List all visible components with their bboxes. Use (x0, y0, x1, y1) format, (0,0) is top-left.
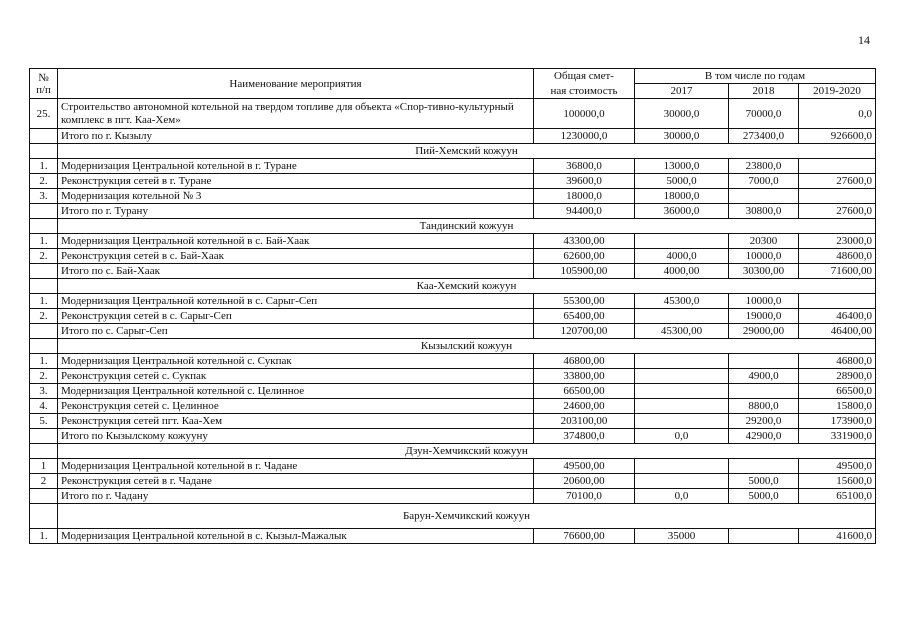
row-year-2019-2020: 23000,0 (799, 234, 876, 249)
row-total-cost: 1230000,0 (534, 129, 635, 144)
row-year-2019-2020: 46400,0 (799, 309, 876, 324)
section-num-cell (30, 144, 58, 159)
row-year-2018 (729, 459, 799, 474)
table-row (30, 294, 876, 309)
row-number: 1. (30, 234, 58, 249)
row-total-cost: 120700,00 (534, 324, 635, 339)
table-row (30, 354, 876, 369)
row-name: Итого по г. Чадану (58, 489, 534, 504)
page-number: 14 (858, 33, 870, 47)
row-number (30, 324, 58, 339)
row-year-2018 (729, 384, 799, 399)
row-year-2017: 35000 (635, 529, 729, 544)
row-year-2017: 5000,0 (635, 174, 729, 189)
section-row (30, 144, 876, 159)
row-year-2019-2020: 331900,0 (799, 429, 876, 444)
row-year-2018: 30800,0 (729, 204, 799, 219)
row-number: 3. (30, 384, 58, 399)
row-year-2019-2020 (799, 294, 876, 309)
row-name: Реконструкция сетей с. Целинное (58, 399, 534, 414)
section-row (30, 219, 876, 234)
section-title: Барун-Хемчикский кожуун (58, 504, 876, 529)
row-name: Модернизация Центральной котельной в г. Туране (58, 159, 534, 174)
table-row (30, 99, 876, 129)
row-number: 1 (30, 459, 58, 474)
section-row (30, 504, 876, 529)
row-year-2019-2020: 173900,0 (799, 414, 876, 429)
row-name: Модернизация Центральной котельной в с. Сарыг-Сеп (58, 294, 534, 309)
row-year-2019-2020 (799, 189, 876, 204)
row-year-2017: 36000,0 (635, 204, 729, 219)
row-number: 5. (30, 414, 58, 429)
table-row (30, 189, 876, 204)
row-name: Реконструкция сетей в г. Чадане (58, 474, 534, 489)
table-row (30, 399, 876, 414)
row-total-cost: 55300,00 (534, 294, 635, 309)
row-year-2018: 10000,0 (729, 249, 799, 264)
row-year-2019-2020: 41600,0 (799, 529, 876, 544)
row-year-2017: 45300,0 (635, 294, 729, 309)
row-year-2017 (635, 459, 729, 474)
subtotal-row (30, 324, 876, 339)
row-year-2017: 45300,00 (635, 324, 729, 339)
row-year-2019-2020: 0,0 (799, 99, 876, 129)
row-name: Реконструкция сетей в с. Бай-Хаак (58, 249, 534, 264)
row-year-2018: 70000,0 (729, 99, 799, 129)
row-year-2018: 10000,0 (729, 294, 799, 309)
row-number (30, 204, 58, 219)
table-row (30, 159, 876, 174)
row-total-cost: 66500,00 (534, 384, 635, 399)
row-year-2017: 0,0 (635, 489, 729, 504)
row-year-2018 (729, 354, 799, 369)
row-name: Модернизация Центральной котельной в г. Чадане (58, 459, 534, 474)
row-name: Итого по г. Кызылу (58, 129, 534, 144)
table-row (30, 369, 876, 384)
row-number: 4. (30, 399, 58, 414)
row-number: 2 (30, 474, 58, 489)
row-year-2017 (635, 234, 729, 249)
section-num-cell (30, 339, 58, 354)
row-year-2019-2020: 65100,0 (799, 489, 876, 504)
row-total-cost: 94400,0 (534, 204, 635, 219)
header-num-cell (30, 69, 58, 99)
row-name: Модернизация Центральной котельной в с. Кызыл-Мажалык (58, 529, 534, 544)
table-row (30, 249, 876, 264)
row-year-2019-2020: 15600,0 (799, 474, 876, 489)
row-total-cost: 70100,0 (534, 489, 635, 504)
table-row (30, 529, 876, 544)
header-years-group: В том числе по годам (635, 69, 876, 84)
header-year-2017: 2017 (635, 84, 729, 99)
row-number: 2. (30, 249, 58, 264)
row-name: Итого по Кызылскому кожууну (58, 429, 534, 444)
row-year-2017 (635, 399, 729, 414)
row-total-cost: 374800,0 (534, 429, 635, 444)
header-row-top (30, 69, 876, 84)
row-number: 2. (30, 369, 58, 384)
row-number (30, 429, 58, 444)
row-number: 2. (30, 309, 58, 324)
row-year-2019-2020: 27600,0 (799, 174, 876, 189)
section-num-cell (30, 279, 58, 294)
row-year-2017 (635, 384, 729, 399)
row-year-2018: 19000,0 (729, 309, 799, 324)
row-name: Модернизация Центральной котельной в с. Бай-Хаак (58, 234, 534, 249)
row-year-2017: 30000,0 (635, 99, 729, 129)
row-total-cost: 20600,00 (534, 474, 635, 489)
row-number (30, 129, 58, 144)
row-year-2018: 29200,0 (729, 414, 799, 429)
row-year-2019-2020: 15800,0 (799, 399, 876, 414)
header-cost-top: Общая смет- (534, 69, 635, 84)
row-year-2018: 5000,0 (729, 489, 799, 504)
table-row (30, 309, 876, 324)
section-title: Каа-Хемский кожуун (58, 279, 876, 294)
row-total-cost: 49500,00 (534, 459, 635, 474)
row-year-2018 (729, 189, 799, 204)
header-num-top: № (38, 71, 49, 84)
row-year-2018: 29000,00 (729, 324, 799, 339)
row-number: 1. (30, 529, 58, 544)
row-number (30, 489, 58, 504)
row-year-2018: 273400,0 (729, 129, 799, 144)
row-name: Итого по с. Сарыг-Сеп (58, 324, 534, 339)
table-row (30, 234, 876, 249)
subtotal-row (30, 489, 876, 504)
row-year-2018: 30300,00 (729, 264, 799, 279)
row-total-cost: 100000,0 (534, 99, 635, 129)
section-num-cell (30, 444, 58, 459)
row-year-2018 (729, 529, 799, 544)
row-year-2017 (635, 354, 729, 369)
row-name: Итого по г. Турану (58, 204, 534, 219)
row-total-cost: 39600,0 (534, 174, 635, 189)
row-year-2017 (635, 474, 729, 489)
row-total-cost: 33800,00 (534, 369, 635, 384)
row-year-2018: 5000,0 (729, 474, 799, 489)
row-year-2018: 23800,0 (729, 159, 799, 174)
section-title: Кызылский кожуун (58, 339, 876, 354)
row-year-2017: 18000,0 (635, 189, 729, 204)
row-name: Строительство автономной котельной на твердом топливе для объекта «Спор-тивно-культурный комплекс в пгт. Каа-Хем» (58, 99, 534, 129)
row-year-2019-2020: 66500,0 (799, 384, 876, 399)
section-title: Дзун-Хемчикский кожуун (58, 444, 876, 459)
table-row (30, 459, 876, 474)
row-year-2017: 13000,0 (635, 159, 729, 174)
row-year-2019-2020: 48600,0 (799, 249, 876, 264)
row-name: Реконструкция сетей с. Сукпак (58, 369, 534, 384)
row-year-2019-2020: 49500,0 (799, 459, 876, 474)
header-year-2019-2020: 2019-2020 (799, 84, 876, 99)
row-year-2018: 8800,0 (729, 399, 799, 414)
row-year-2019-2020: 28900,0 (799, 369, 876, 384)
row-year-2018: 42900,0 (729, 429, 799, 444)
budget-table (29, 68, 876, 544)
row-total-cost: 36800,0 (534, 159, 635, 174)
row-number: 25. (30, 99, 58, 129)
row-name: Итого по с. Бай-Хаак (58, 264, 534, 279)
subtotal-row (30, 204, 876, 219)
row-total-cost: 62600,00 (534, 249, 635, 264)
row-total-cost: 76600,00 (534, 529, 635, 544)
row-year-2019-2020: 71600,00 (799, 264, 876, 279)
table-row (30, 474, 876, 489)
row-number (30, 264, 58, 279)
row-year-2019-2020: 46800,0 (799, 354, 876, 369)
section-row (30, 339, 876, 354)
section-row (30, 444, 876, 459)
row-year-2017 (635, 414, 729, 429)
row-year-2017: 4000,0 (635, 249, 729, 264)
section-num-cell (30, 219, 58, 234)
row-year-2018: 7000,0 (729, 174, 799, 189)
header-year-2018: 2018 (729, 84, 799, 99)
row-year-2018: 20300 (729, 234, 799, 249)
header-name: Наименование мероприятия (58, 69, 534, 99)
row-year-2019-2020: 27600,0 (799, 204, 876, 219)
section-title: Тандинский кожуун (58, 219, 876, 234)
row-total-cost: 65400,00 (534, 309, 635, 324)
row-name: Модернизация Центральной котельной с. Сукпак (58, 354, 534, 369)
row-name: Реконструкция сетей в с. Сарыг-Сеп (58, 309, 534, 324)
header-cost-bottom: ная стоимость (534, 84, 635, 99)
section-num-cell (30, 504, 58, 529)
section-row (30, 279, 876, 294)
row-year-2019-2020 (799, 159, 876, 174)
row-total-cost: 46800,00 (534, 354, 635, 369)
subtotal-row (30, 264, 876, 279)
row-total-cost: 24600,00 (534, 399, 635, 414)
table-row (30, 414, 876, 429)
row-year-2018: 4900,0 (729, 369, 799, 384)
table-row (30, 384, 876, 399)
table-body (30, 99, 876, 544)
row-total-cost: 203100,00 (534, 414, 635, 429)
row-total-cost: 43300,00 (534, 234, 635, 249)
row-year-2017 (635, 369, 729, 384)
header-num-bottom: п/п (36, 83, 51, 96)
row-number: 1. (30, 294, 58, 309)
row-year-2017: 30000,0 (635, 129, 729, 144)
row-number: 1. (30, 354, 58, 369)
row-name: Реконструкция сетей в г. Туране (58, 174, 534, 189)
subtotal-row (30, 429, 876, 444)
row-year-2017: 4000,00 (635, 264, 729, 279)
section-title: Пий-Хемский кожуун (58, 144, 876, 159)
row-name: Реконструкция сетей пгт. Каа-Хем (58, 414, 534, 429)
row-year-2019-2020: 46400,00 (799, 324, 876, 339)
row-total-cost: 18000,0 (534, 189, 635, 204)
row-number: 3. (30, 189, 58, 204)
row-year-2017 (635, 309, 729, 324)
row-number: 1. (30, 159, 58, 174)
row-name: Модернизация котельной № 3 (58, 189, 534, 204)
row-year-2019-2020: 926600,0 (799, 129, 876, 144)
row-name: Модернизация Центральной котельной с. Целинное (58, 384, 534, 399)
table-row (30, 174, 876, 189)
row-number: 2. (30, 174, 58, 189)
subtotal-row (30, 129, 876, 144)
row-total-cost: 105900,00 (534, 264, 635, 279)
row-year-2017: 0,0 (635, 429, 729, 444)
